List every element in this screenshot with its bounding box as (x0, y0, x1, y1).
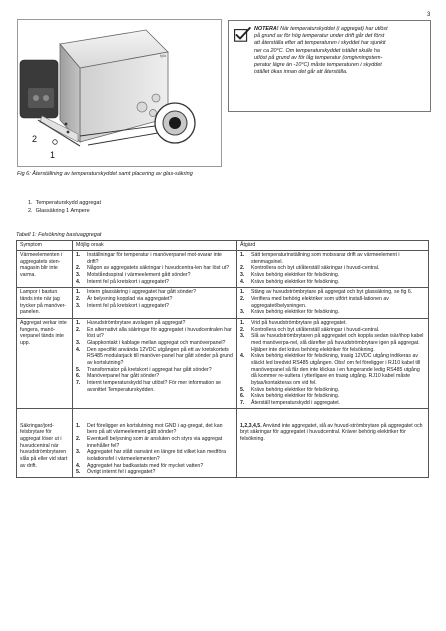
cause-cell (73, 409, 237, 478)
symptom-cell: Lampor i bastun tänds inte när jag trycker på manöver-panelen. (17, 287, 73, 318)
table-row (17, 409, 429, 478)
figure-callout-1: 1 (50, 150, 56, 160)
note-box (228, 20, 431, 112)
cause-item: 4. Den specifikt använda 12VDC utgången på ett av kretskortets RS485 modularjack till manöver-panel har gått sönder på grund av kortslutning? (76, 346, 233, 366)
page-number: 3 (427, 12, 431, 18)
header-cause: Möjlig orsak (73, 241, 237, 251)
cause-item: 2. Någon av aggregatets säkringar i huvudcentra-len har löst ut? (76, 265, 230, 272)
action-item: 2. Kontrollera och byt ut/återställ säkringar i huvud-central. (240, 265, 380, 272)
cause-item: 1. Inställningar för temperatur i manöverpanel mot-svarar inte drift? (76, 252, 222, 265)
note-line-5: utlöst på grund av för låg temperatur (omgivningstem- (254, 54, 383, 61)
action-item: 3. Slå av huvudströmbrytaren på aggregatet och koppla sedan isär/ihop kabel med manöverpa-nel, slå därefter på huvudströmbrytare igen på aggregat. Hjälper inte det krävs behörig elektriker för felsökning. (240, 333, 424, 353)
cause-item: 5. Transformator på kretskort i aggregat har gått sönder? (76, 366, 212, 373)
action-item: 1,2,3,4,5. Använd inte aggregatet, slå av huvud-strömbrytare på aggregatet och bryt säkringar för aggregatet i huvudcentral. Kräver behörig elektriker för felsökning. (240, 422, 423, 442)
action-item: 1. Sätt temperaturinställning som motsvarar drift av värmeelement i stenmagsinel. (240, 252, 400, 265)
brand-mark: tylö (160, 53, 167, 58)
table-row (17, 287, 429, 318)
cause-item: 2. En alternativt alla säkringar för aggregatet i huvudcentralen har löst ut? (76, 326, 232, 340)
action-item: 4. Krävs behörig elektriker för felsökning, trasig 12VDC utgång indikeras av släckt led bredvid RS485 utgången. Obs! om fel föreligger i RJ10 kabel till manöverpanel så får den inte klickas i en fungerande ledig RS485 utgång då kommer re-sultera i ytterligare en trasig utgång. RJ10 kabel måste bytas/kontakteras om vid fel. (240, 353, 421, 386)
legend-item: 2. Glassäkring 1 Ampere (28, 208, 90, 214)
cause-item: 3. Glappkontakt i kablage mellan aggregat och manöverpanel? (76, 340, 226, 347)
action-cell (237, 318, 429, 409)
action-cell (237, 250, 429, 287)
cause-item: 3. Motståndsspiral i värmeelement gått sönder? (76, 272, 191, 279)
cause-cell (73, 318, 237, 409)
cause-item: 1. Det föreligger en kortslutning mot GND i ag-gregat, det kan bero på att värmeelement gått sönder? (76, 422, 223, 436)
action-item: 5. Krävs behörig elektriker för felsökning. (240, 386, 340, 393)
cause-cell (73, 250, 237, 287)
note-text (254, 26, 426, 76)
header-symptom: Symptom (17, 241, 73, 251)
action-item: 7. Återställ temperaturskydd i aggregatet. (240, 399, 341, 406)
cause-item: 6. Manöverpanel har gått sönder? (76, 373, 160, 380)
cause-item: 3. Aggregatet har stått oanvänt en längre tid vilket kan medföra isolationsfel i värmeelementen? (76, 449, 226, 462)
action-lead: 1,2,3,4,5. (240, 422, 262, 429)
header-action: Åtgärd (237, 241, 429, 251)
cause-item: 4. Internt fel på kretskort i aggregatet? (76, 278, 169, 285)
figure-photo (17, 19, 222, 167)
note-line-2: på grund av för hög temperatur under drift går det först (254, 33, 385, 40)
sauna-unit-illustration (18, 20, 221, 166)
legend-item: 1. Temperaturskydd aggregat (28, 200, 102, 206)
cause-cell (73, 287, 237, 318)
action-cell (237, 409, 429, 478)
action-item: 6. Krävs behörig elektriker för felsökning. (240, 393, 340, 400)
table-title: Tabell 1: Felsökning bastuaggregat (16, 232, 102, 238)
figure-caption: Fig 6: Återställning av temperaturskyddet samt placering av glas-säkring (17, 171, 193, 177)
table-row (17, 250, 429, 287)
action-item: 2. Verifiera med behörig elektriker som utfört install-lationen av aggregatet/belysningen. (240, 296, 389, 309)
symptom-cell: Aggregat verkar inte fungera, manö-verpanel tänds inte upp. (17, 318, 73, 409)
action-item: 1. Stäng av huvudströmbrytare på aggregat och byt glassäkring, se fig 6. (240, 289, 413, 296)
note-line-6: peratur lägre än -10°C) måste temperaturen i skyddet (254, 62, 382, 69)
table-header-row (17, 241, 429, 251)
cause-item: 1. Huvudströmbrytare avslagen på aggregat? (76, 320, 186, 327)
cause-item: 7. Internt temperaturskydd har utlöst? För mer information se avsnittet Temperaturskydden. (76, 379, 222, 393)
action-item: 3. Krävs behörig elektriker för felsökning. (240, 272, 340, 279)
figure-legend (28, 199, 101, 215)
cause-item: 3. Internt fel på kretskort i aggregatet? (76, 302, 169, 309)
table-row (17, 318, 429, 409)
action-item: 1. Vrid på huvudströmbrytare på aggregatet. (240, 320, 347, 327)
cause-item: 4. Aggregatet har badkastats med för mycket vatten? (76, 462, 204, 469)
cause-item: 5. Övrigt internt fel i aggregatet? (76, 469, 156, 476)
action-item: 3. Krävs behörig elektriker för felsökning. (240, 309, 340, 316)
cause-item: 2. Eventuell belysning som är ansluten och styrs via aggregat innehåller fel? (76, 435, 223, 449)
note-line-4: ner ca 20°C. Om temperaturskyddet istället skulle ha (254, 47, 380, 54)
note-line-7: istället ökas innan det går att återställa. (254, 69, 348, 76)
figure-callout-2: 2 (32, 134, 38, 144)
note-line-3: att återställa efter att temperaturen i skyddet har sjunkit (254, 40, 386, 47)
cause-item: 1. Intern glassäkring i aggregatet har gått sönder? (76, 289, 197, 296)
note-line-1: NOTERA! När temperaturskyddet (i aggregat) har utlöst (254, 26, 388, 32)
note-label: NOTERA! (254, 26, 279, 32)
troubleshooting-table (16, 240, 429, 478)
symptom-cell: Säkringar/jord-felsbrytare för aggregat löser ut i huvudcentral när huvudströmbrytaren slås på eller vid start av drift. (17, 409, 73, 478)
checkmark-icon (234, 27, 251, 42)
action-cell (237, 287, 429, 318)
action-item: 2. Kontrollera och byt ut/återställ säkringar i huvud-central. (240, 326, 380, 333)
action-item: 4. Krävs behörig elektriker för felsökning. (240, 278, 340, 285)
cause-item: 2. Är belysning kopplad via aggregatet? (76, 296, 173, 303)
symptom-cell: Värmeelementen i aggregatets sten-magasin blir inte varma. (17, 250, 73, 287)
